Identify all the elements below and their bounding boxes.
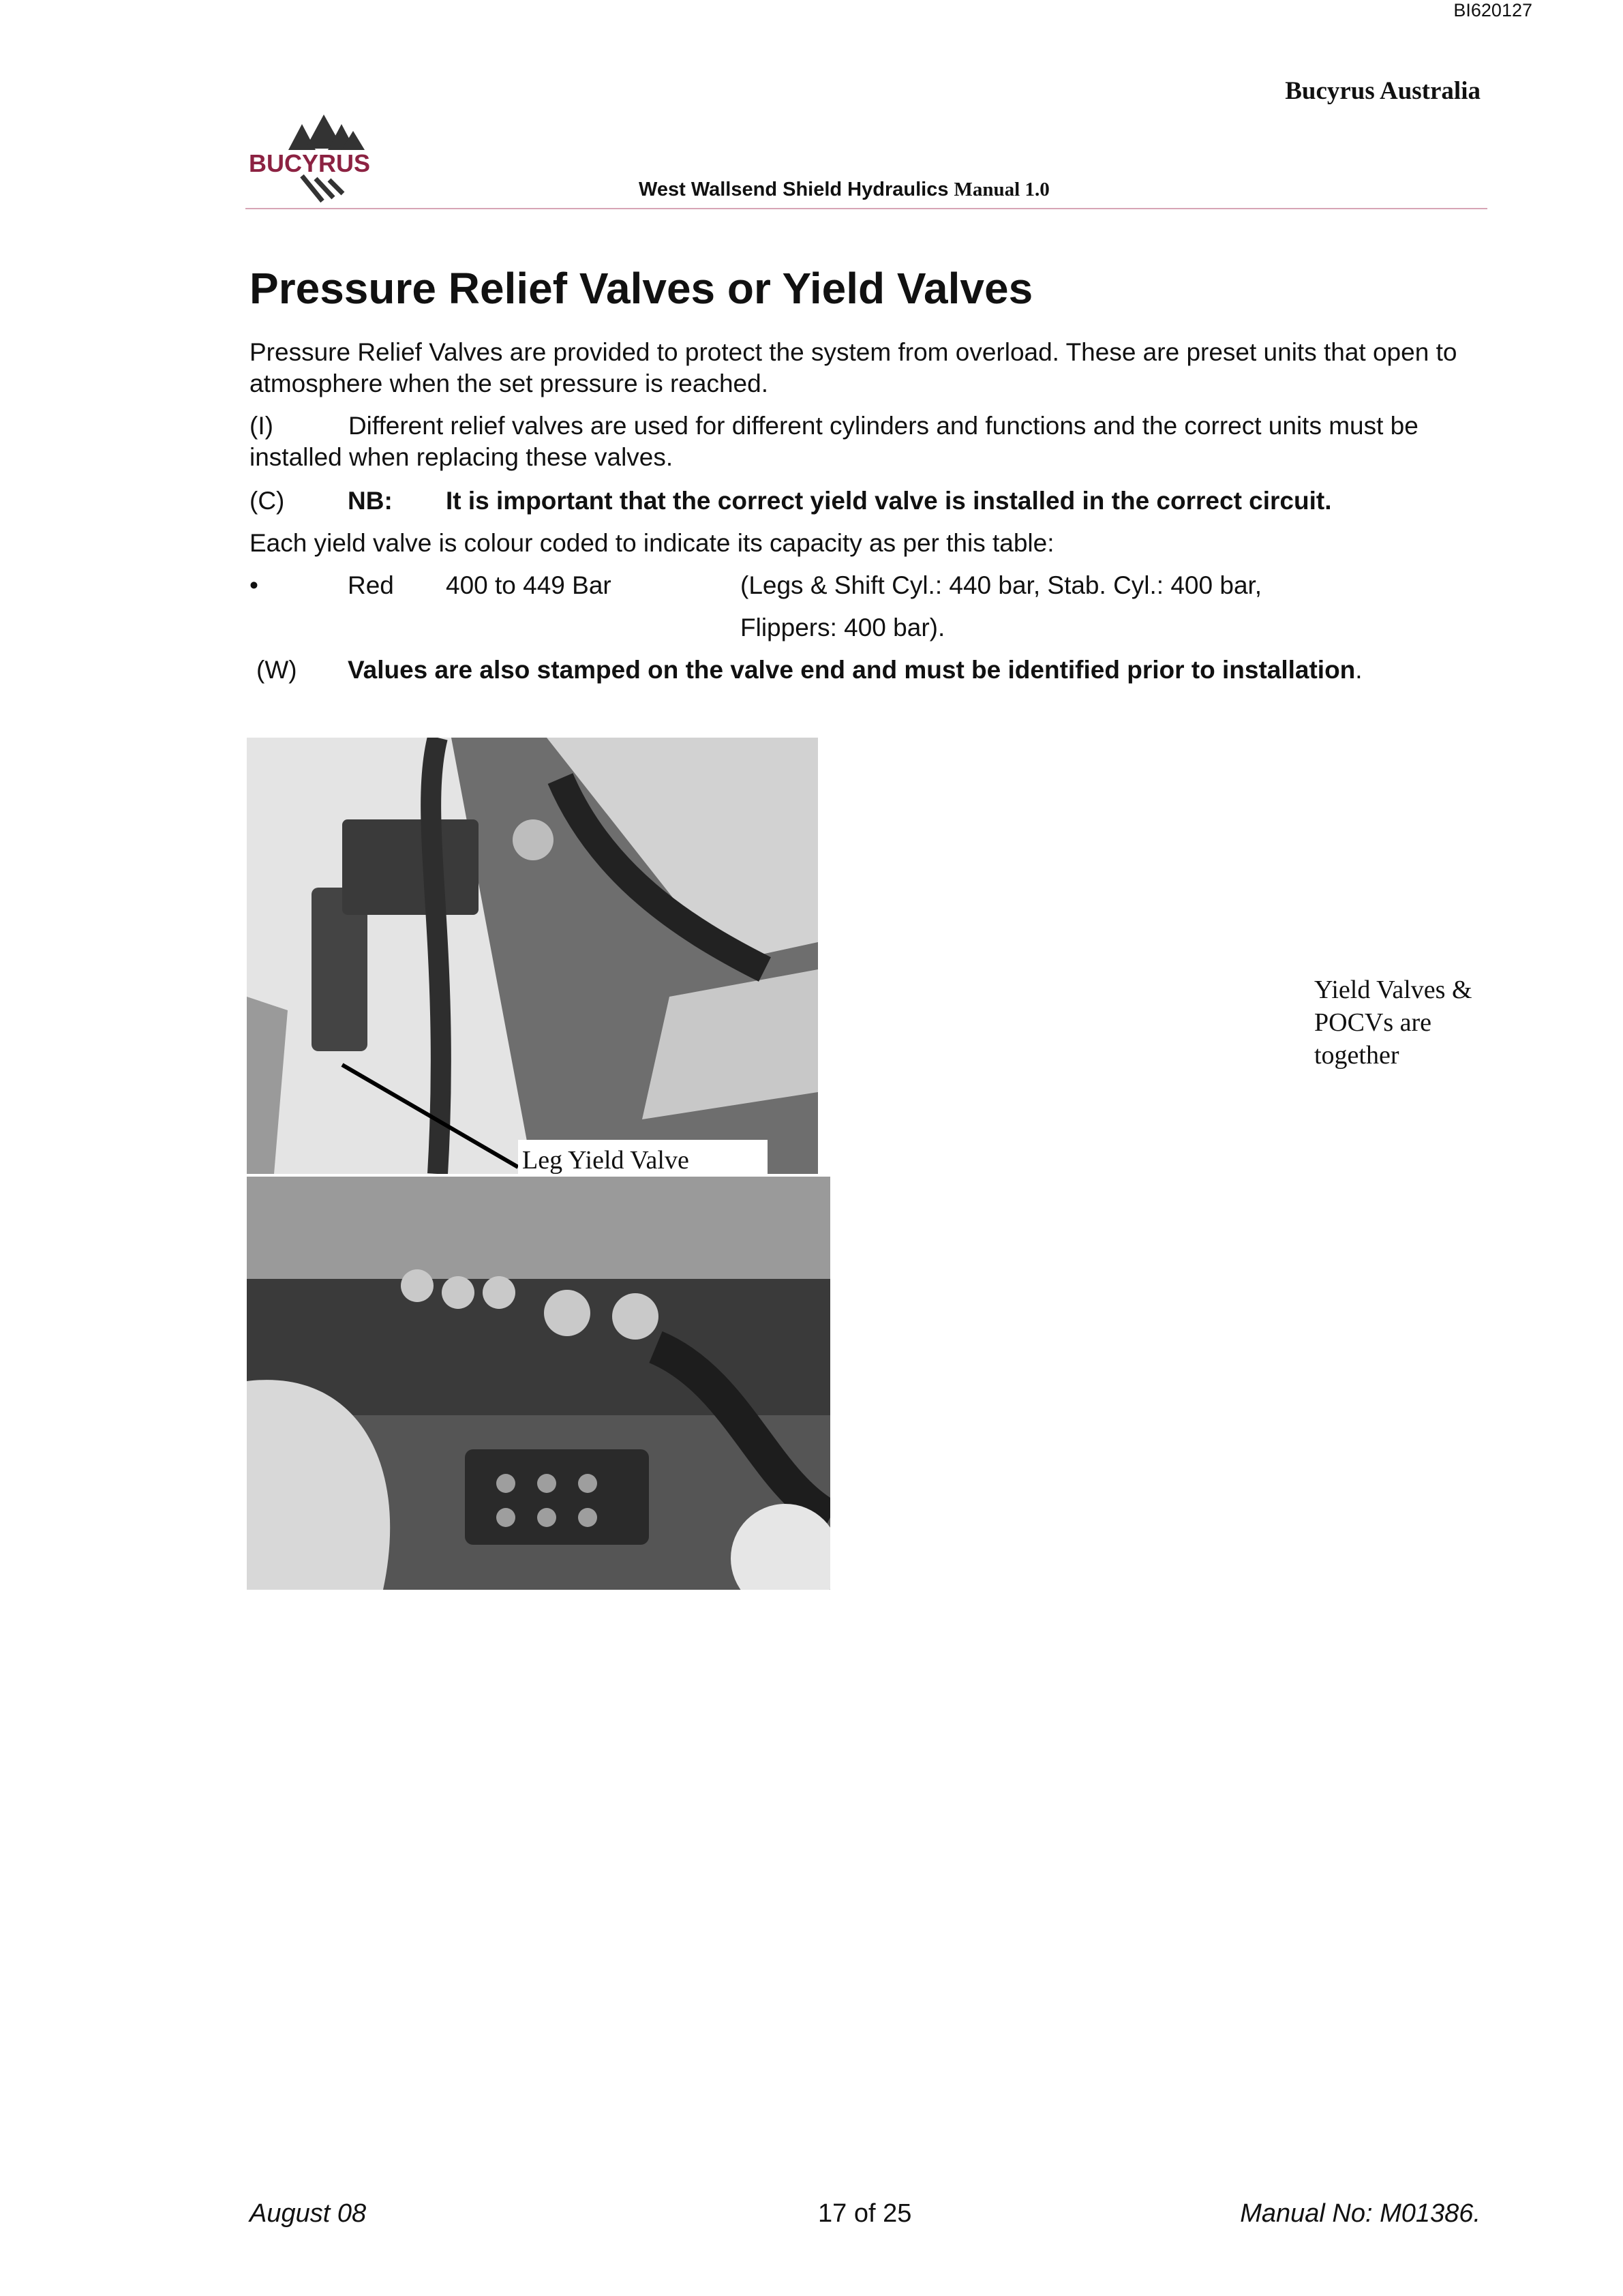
table-usage-continued: Flippers: 400 bar).: [740, 614, 945, 641]
table-range: 400 to 449 Bar: [446, 571, 611, 599]
warning-marker: (W): [256, 656, 297, 684]
warning-paragraph: [256, 654, 1517, 686]
intro-paragraph: Pressure Relief Valves are provided to protect the system from overload. These are preset units that open to atmosphere when the set pressure is reached.: [249, 338, 1457, 397]
header-title: [639, 179, 1050, 201]
caution-text: It is important that the correct yield valve is installed in the correct circuit.: [446, 487, 1332, 515]
header-divider: [245, 208, 1487, 209]
side-note-line-2: POCVs are: [1314, 1008, 1432, 1037]
info-marker: (I): [249, 412, 273, 440]
logo-wordmark: BUCYRUS: [249, 149, 371, 177]
leg-yield-valve-caption: Leg Yield Valve: [518, 1140, 768, 1181]
table-intro: Each yield valve is colour coded to indicate its capacity as per this table:: [249, 529, 1055, 557]
footer-page-number: 17 of 25: [818, 2199, 912, 2228]
yield-valves-pocvs-photo: [247, 1177, 830, 1590]
table-bullet: •: [249, 571, 258, 599]
side-note-line-3: together: [1314, 1041, 1399, 1070]
document-id: BI620127: [1453, 0, 1532, 20]
caution-marker: (C): [249, 487, 285, 515]
section-heading: Pressure Relief Valves or Yield Valves: [249, 264, 1033, 313]
company-name: Bucyrus Australia: [1285, 77, 1481, 105]
table-colour: Red: [348, 571, 394, 599]
info-text: Different relief valves are used for different cylinders and functions and the correct units must be installed when replacing these valves.: [249, 412, 1419, 471]
caution-paragraph: [249, 485, 1511, 517]
warning-text: Values are also stamped on the valve end and must be identified prior to installation: [348, 656, 1356, 684]
header-title-text: West Wallsend Shield Hydraulics: [639, 179, 949, 200]
info-paragraph: [249, 410, 1483, 473]
footer-manual-number: Manual No: M01386.: [1240, 2199, 1481, 2228]
capacity-table-row: [249, 570, 1483, 601]
warning-end: .: [1355, 656, 1363, 684]
leg-yield-valve-photo: [247, 738, 818, 1174]
caution-label: NB:: [348, 487, 393, 515]
header-manual-version: Manual 1.0: [954, 179, 1050, 200]
bucyrus-logo: [247, 109, 396, 206]
yield-valves-side-note: [1314, 973, 1472, 1072]
footer-date: August 08: [249, 2199, 367, 2228]
table-usage: (Legs & Shift Cyl.: 440 bar, Stab. Cyl.: 400 bar,: [740, 571, 1262, 599]
side-note-line-1: Yield Valves &: [1314, 976, 1472, 1004]
